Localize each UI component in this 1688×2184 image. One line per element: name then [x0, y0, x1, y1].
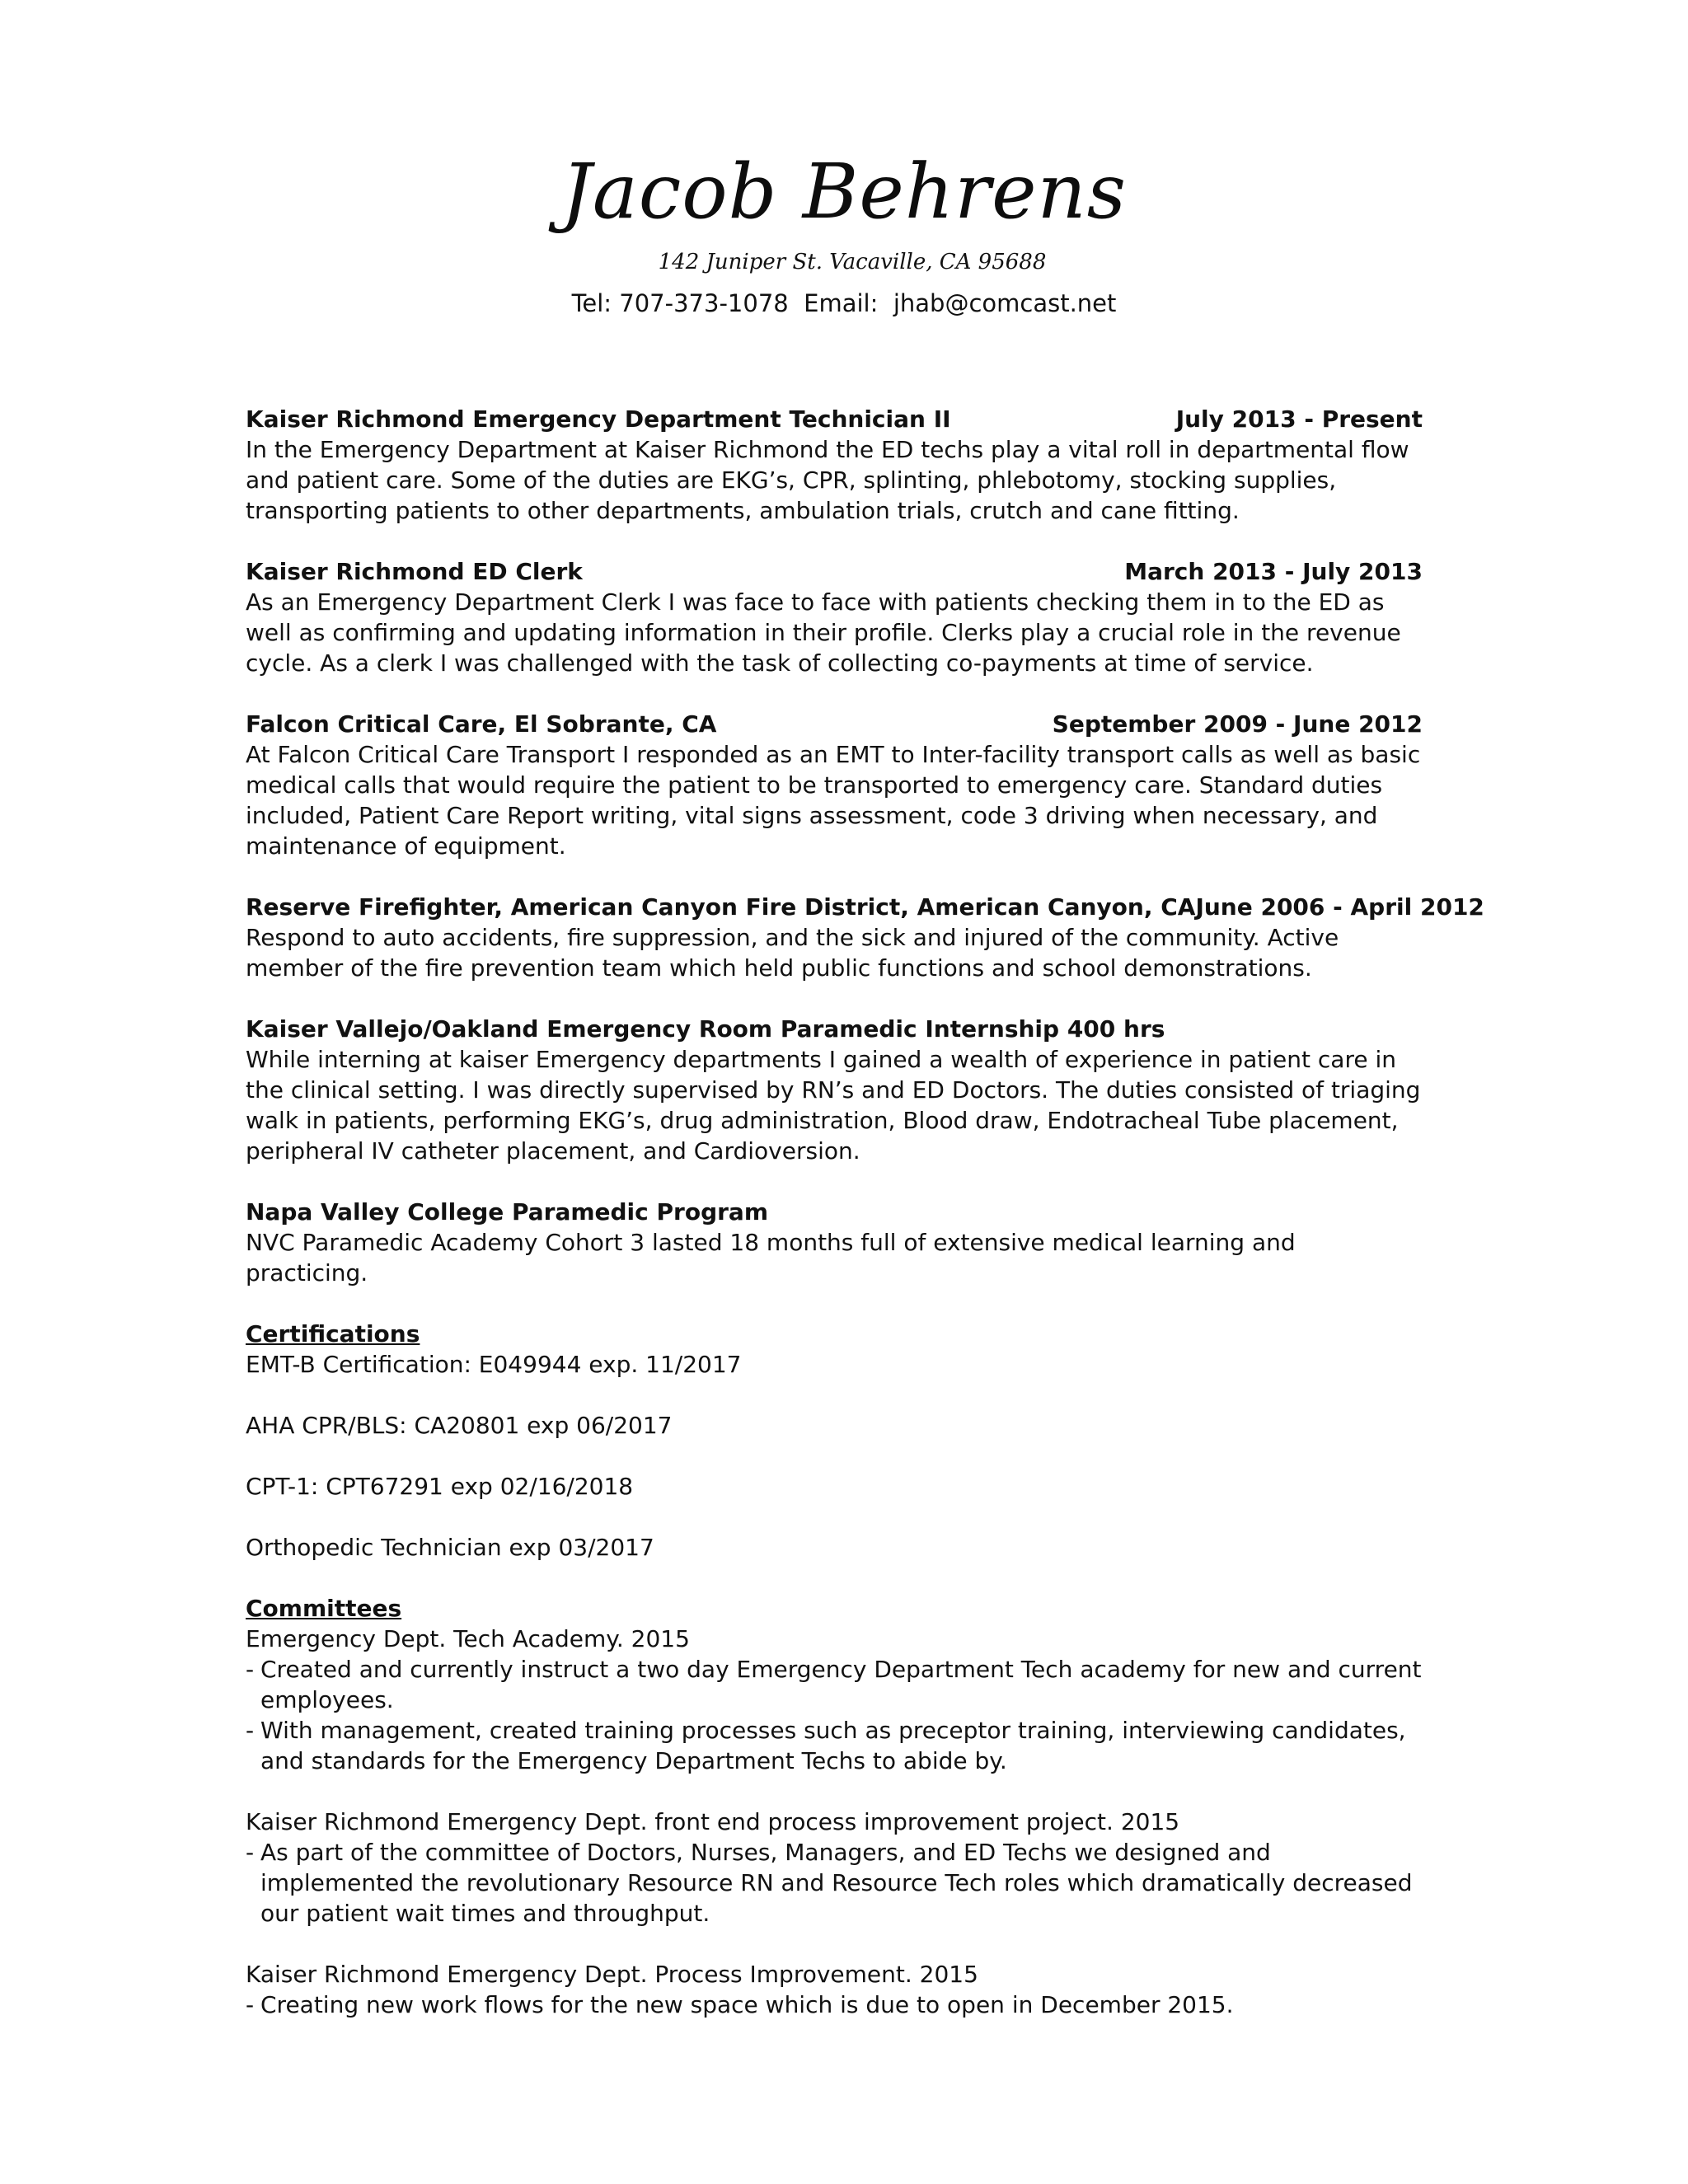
experience-entry [246, 709, 1423, 861]
job-dates: September 2009 - June 2012 [1052, 710, 1423, 738]
bullet-text: Creating new work flows for the new space which is due to open in December 2015. [260, 1991, 1234, 2018]
phone-number: 707-373-1078 [619, 289, 789, 317]
job-description: As an Emergency Department Clerk I was face to face with patients checking them in to the ED as well as confirming and updating information in their profile. Clerks play a crucial role in the revenue cycle. As a clerk I was challenged with the task of collecting co-payments at time of service. [246, 588, 1401, 677]
committee-entry [246, 1807, 1423, 1929]
job-header [246, 1197, 1423, 1227]
job-title: Napa Valley College Paramedic Program [246, 1198, 768, 1226]
job-dates: March 2013 - July 2013 [1124, 558, 1423, 585]
job-title: Kaiser Richmond Emergency Department Technician II [246, 405, 951, 433]
job-header [246, 556, 1423, 587]
experience-entry [246, 892, 1484, 983]
job-header [246, 892, 1484, 922]
committee-bullet [246, 1715, 1423, 1776]
job-dates: June 2006 - April 2012 [1195, 893, 1484, 921]
certification-item: EMT-B Certification: E049944 exp. 11/2017 [246, 1351, 742, 1378]
committee-entry [246, 1624, 1423, 1776]
experience-entry [246, 404, 1423, 526]
bullet-text: With management, created training processes such as preceptor training, interviewing candidates, and standards for the Emergency Department Techs to abide by. [260, 1717, 1406, 1774]
address-line: 142 Juniper St. Vacaville, CA 95688 [658, 250, 1047, 274]
experience-entry [246, 1014, 1423, 1166]
certifications-section [246, 1319, 1423, 1563]
committee-bullet [246, 1990, 1423, 2020]
bullet-text: Created and currently instruct a two day Emergency Department Tech academy for new and current employees. [260, 1656, 1422, 1713]
job-description: At Falcon Critical Care Transport I responded as an EMT to Inter-facility transport calls as well as basic medical calls that would require the patient to be transported to emergency care. Standard duties included, Patient Care Report writing, vital signs assessment, code 3 driving when necessary, and maintenance of equipment. [246, 741, 1421, 860]
job-description: NVC Paramedic Academy Cohort 3 lasted 18 months full of extensive medical learning and practicing. [246, 1229, 1296, 1286]
experience-entry [246, 556, 1423, 678]
job-title: Reserve Firefighter, American Canyon Fire District, American Canyon, CA [246, 893, 1196, 921]
job-title: Falcon Critical Care, El Sobrante, CA [246, 710, 717, 738]
job-title: Kaiser Vallejo/Oakland Emergency Room Paramedic Internship 400 hrs [246, 1015, 1165, 1043]
committee-entry [246, 1959, 1423, 2020]
bullet-dash: - [246, 1656, 255, 1683]
job-description: In the Emergency Department at Kaiser Richmond the ED techs play a vital roll in departmental flow and patient care. Some of the duties are EKG’s, CPR, splinting, phlebotomy, stocking supplies, transporting patients to other departments, ambulation trials, crutch and cane fitting. [246, 436, 1409, 524]
bullet-dash: - [246, 1717, 255, 1744]
committees-section [246, 1593, 1423, 2020]
certification-item: CPT-1: CPT67291 exp 02/16/2018 [246, 1473, 634, 1500]
email-label: Email: [804, 289, 879, 317]
committee-name: Kaiser Richmond Emergency Dept. Process Improvement. 2015 [246, 1961, 978, 1988]
committee-bullet [246, 1837, 1423, 1929]
job-description: Respond to auto accidents, fire suppression, and the sick and injured of the community. Active member of the fire prevention team which held public functions and school demonstrations. [246, 924, 1339, 982]
job-title: Kaiser Richmond ED Clerk [246, 558, 583, 585]
phone-label: Tel: [571, 289, 612, 317]
committee-name: Emergency Dept. Tech Academy. 2015 [246, 1625, 690, 1652]
committee-bullet [246, 1654, 1423, 1715]
bullet-text: As part of the committee of Doctors, Nurses, Managers, and ED Techs we designed and implemented the revolutionary Resource RN and Resource Tech roles which dramatically decreased our patient wait times and throughput. [260, 1839, 1413, 1927]
committee-name: Kaiser Richmond Emergency Dept. front end process improvement project. 2015 [246, 1808, 1180, 1835]
certification-item: Orthopedic Technician exp 03/2017 [246, 1534, 654, 1561]
candidate-name: Jacob Behrens [561, 148, 1127, 236]
bullet-dash: - [246, 1839, 255, 1866]
committees-heading: Committees [246, 1595, 402, 1622]
email-address: jhab@comcast.net [893, 289, 1117, 317]
bullet-dash: - [246, 1991, 255, 2018]
job-header [246, 709, 1423, 739]
resume-body [246, 404, 1484, 2050]
job-description: While interning at kaiser Emergency departments I gained a wealth of experience in patient care in the clinical setting. I was directly supervised by RN’s and ED Doctors. The duties consisted of triaging walk in patients, performing EKG’s, drug administration, Blood draw, Endotracheal Tube placement, peripheral IV catheter placement, and Cardioversion. [246, 1046, 1421, 1165]
certifications-heading: Certifications [246, 1320, 420, 1347]
experience-entry [246, 1197, 1423, 1288]
job-header [246, 1014, 1423, 1044]
certification-item: AHA CPR/BLS: CA20801 exp 06/2017 [246, 1412, 673, 1439]
job-header [246, 404, 1423, 434]
job-dates: July 2013 - Present [1175, 405, 1423, 433]
contact-line [0, 287, 1688, 320]
